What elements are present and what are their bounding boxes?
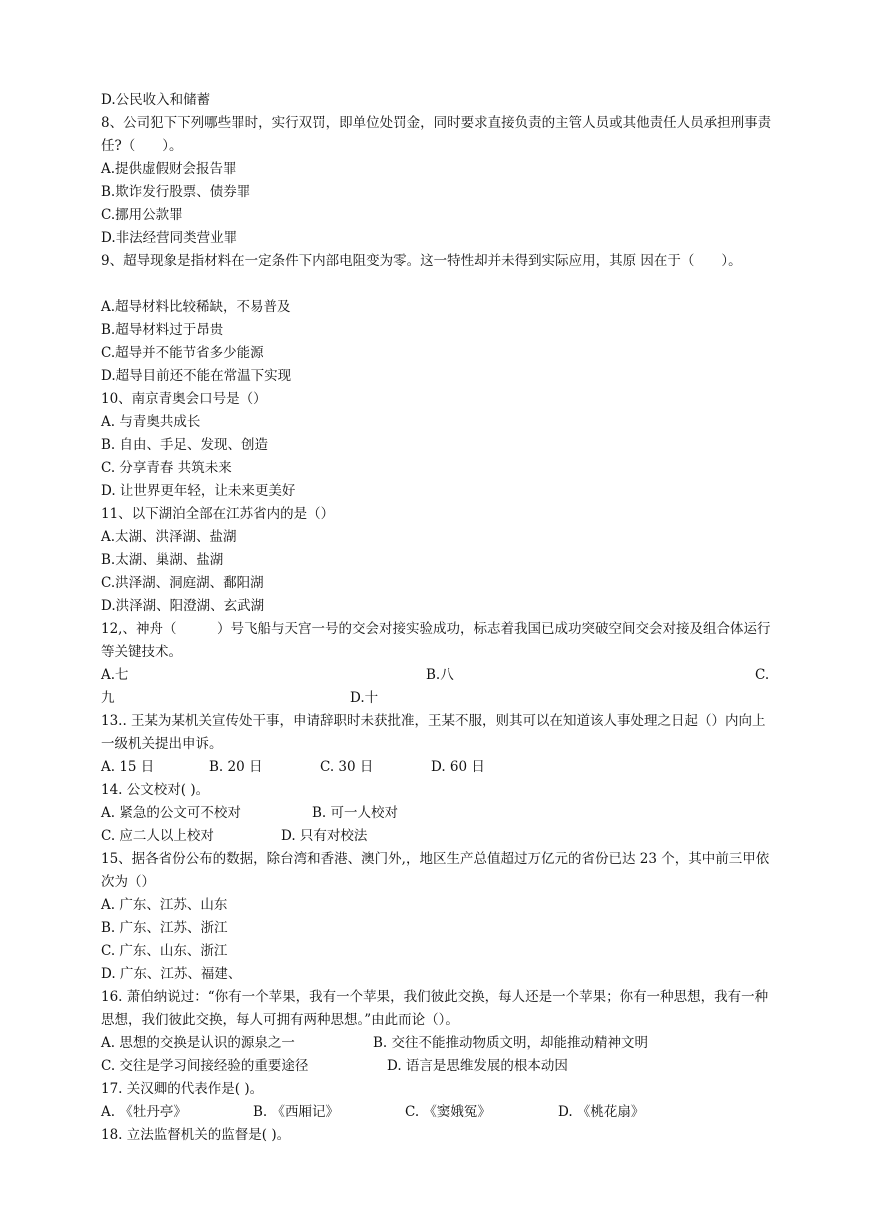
q8-option-c: C.挪用公款罪 <box>101 207 183 223</box>
q9-stem: 9、超导现象是指材料在一定条件下内部电阻变为零。这一特性却并未得到实际应用，其原 因在于（ ）。 <box>101 253 742 269</box>
q12-option-a: A.七 <box>101 667 129 683</box>
q13-option-d: D. 60 日 <box>431 759 485 775</box>
q17-option-d: D. 《桃花扇》 <box>558 1104 645 1120</box>
q11-option-c: C.洪泽湖、洞庭湖、鄱阳湖 <box>101 575 264 591</box>
q18-stem: 18. 立法监督机关的监督是( )。 <box>101 1127 291 1143</box>
q14-option-c: C. 应二人以上校对 <box>101 828 214 844</box>
q11-option-a: A.太湖、洪泽湖、盐湖 <box>101 529 237 545</box>
q13-stem: 13.. 王某为某机关宣传处干事，申请辞职时未获批准，王某不服，则其可以在知道该人事处理之日起（）内向上一级机关提出申诉。 <box>101 713 766 752</box>
q8-stem: 8、公司犯下下列哪些罪时，实行双罚，即单位处罚金，同时要求直接负责的主管人员或其他责任人员承担刑事责任?（ ）。 <box>101 115 772 154</box>
q11-stem: 11、以下湖泊全部在江苏省内的是（） <box>101 506 335 522</box>
q14-options-row-2 <box>101 825 773 848</box>
q10-option-c: C. 分享青春 共筑未来 <box>101 460 232 476</box>
q14-stem: 14. 公文校对( )。 <box>101 782 210 798</box>
q8-option-b: B.欺诈发行股票、债券罪 <box>101 184 251 200</box>
q17-option-b: B. 《西厢记》 <box>253 1104 340 1120</box>
q17-option-a: A. 《牡丹亭》 <box>101 1104 187 1120</box>
q15-option-b: B. 广东、江苏、浙江 <box>101 920 228 936</box>
q15-option-a: A. 广东、江苏、山东 <box>101 897 228 913</box>
q16-stem: 16. 萧伯纳说过：“你有一个苹果，我有一个苹果，我们彼此交换，每人还是一个苹果；你有一种思想，我有一种思想，我们彼此交换，每人可拥有两种思想。”由此而论（）。 <box>101 989 769 1028</box>
q17-stem: 17. 关汉卿的代表作是( )。 <box>101 1081 264 1097</box>
q8-option-d: D.非法经营同类营业罪 <box>101 230 238 246</box>
q7-option-d: D.公民收入和储蓄 <box>101 92 211 108</box>
q12-stem: 12,、神舟（ ）号飞船与天宫一号的交会对接实验成功，标志着我国已成功突破空间交会对接及组合体运行等关键技术。 <box>101 621 771 660</box>
q10-option-a: A. 与青奥共成长 <box>101 414 201 430</box>
q13-option-a: A. 15 日 <box>101 759 155 775</box>
q15-stem: 15、据各省份公布的数据，除台湾和香港、澳门外,，地区生产总值超过万亿元的省份已达 23 个，其中前三甲依次为（） <box>101 851 770 890</box>
q13-option-c: C. 30 日 <box>320 759 374 775</box>
q12-options-row-2 <box>101 687 773 710</box>
q11-option-d: D.洪泽湖、阳澄湖、玄武湖 <box>101 598 265 614</box>
q12-option-b: B.八 <box>426 667 454 683</box>
q12-option-d: D.十 <box>350 690 379 706</box>
q17-options <box>101 1101 773 1124</box>
q12-option-c-letter: C. <box>755 667 770 683</box>
q16-options-row-1 <box>101 1032 773 1055</box>
q13-option-b: B. 20 日 <box>209 759 263 775</box>
q16-option-c: C. 交往是学习间接经验的重要途径 <box>101 1058 309 1074</box>
q10-option-b: B. 自由、手足、发现、创造 <box>101 437 269 453</box>
q9-option-d: D.超导目前还不能在常温下实现 <box>101 368 292 384</box>
q16-option-b: B. 交往不能推动物质文明，却能推动精神文明 <box>373 1035 649 1051</box>
q16-options-row-2 <box>101 1055 773 1078</box>
q9-option-a: A.超导材料比较稀缺，不易普及 <box>101 299 291 315</box>
q14-option-d: D. 只有对校法 <box>281 828 368 844</box>
q16-option-a: A. 思想的交换是认识的源泉之一 <box>101 1035 295 1051</box>
q12-option-c-text: 九 <box>101 690 115 706</box>
q14-option-b: B. 可一人校对 <box>312 805 399 821</box>
exam-questions <box>101 89 773 1147</box>
q15-option-d: D. 广东、江苏、福建、 <box>101 966 242 982</box>
q17-option-c: C. 《窦娥冤》 <box>405 1104 491 1120</box>
q14-option-a: A. 紧急的公文可不校对 <box>101 805 241 821</box>
q10-stem: 10、南京青奥会口号是（） <box>101 391 267 407</box>
q11-option-b: B.太湖、巢湖、盐湖 <box>101 552 224 568</box>
q12-options-row-1 <box>101 664 773 687</box>
q10-option-d: D. 让世界更年轻，让未来更美好 <box>101 483 296 499</box>
q16-option-d: D. 语言是思维发展的根本动因 <box>387 1058 568 1074</box>
q14-options-row-1 <box>101 802 773 825</box>
q13-options <box>101 756 773 779</box>
q9-option-c: C.超导并不能节省多少能源 <box>101 345 264 361</box>
q15-option-c: C. 广东、山东、浙江 <box>101 943 228 959</box>
q9-option-b: B.超导材料过于昂贵 <box>101 322 224 338</box>
q8-option-a: A.提供虚假财会报告罪 <box>101 161 237 177</box>
